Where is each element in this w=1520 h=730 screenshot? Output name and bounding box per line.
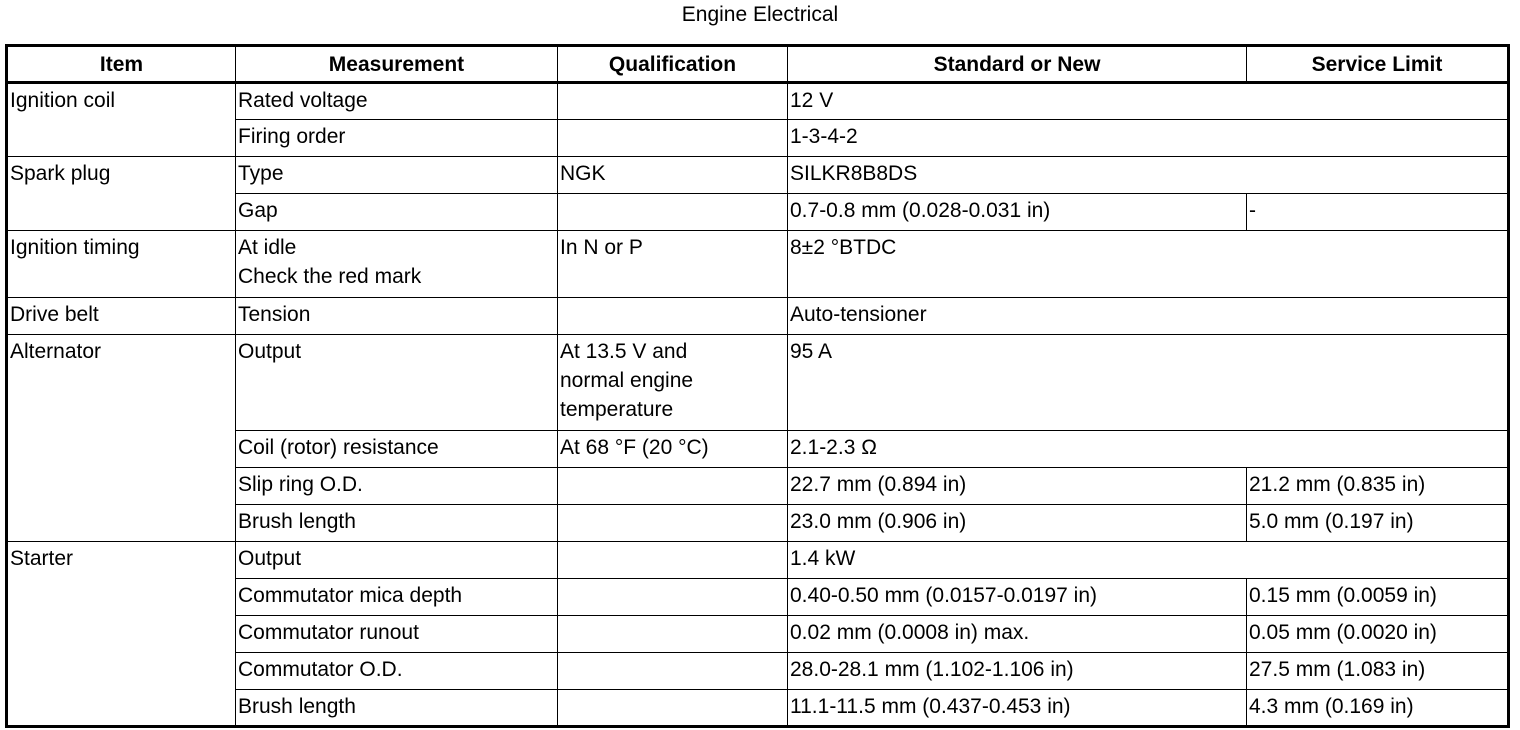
qualification-cell: At 13.5 V and normal engine temperature	[558, 335, 788, 431]
qualification-cell	[558, 298, 788, 335]
header-standard: Standard or New	[788, 46, 1247, 83]
service-limit-cell: -	[1247, 194, 1509, 231]
header-service-limit: Service Limit	[1247, 46, 1509, 83]
measurement-cell: Commutator mica depth	[236, 579, 558, 616]
standard-cell: 23.0 mm (0.906 in)	[788, 505, 1247, 542]
standard-cell: 0.40-0.50 mm (0.0157-0.0197 in)	[788, 579, 1247, 616]
qualification-cell: At 68 °F (20 °C)	[558, 431, 788, 468]
standard-cell: 1-3-4-2	[788, 120, 1509, 157]
table-row	[7, 231, 1509, 298]
measurement-cell: At idle Check the red mark	[236, 231, 558, 298]
measurement-cell: Coil (rotor) resistance	[236, 431, 558, 468]
service-limit-cell: 0.05 mm (0.0020 in)	[1247, 616, 1509, 653]
spec-table	[5, 44, 1510, 728]
qualification-cell	[558, 653, 788, 690]
standard-cell: 28.0-28.1 mm (1.102-1.106 in)	[788, 653, 1247, 690]
item-cell: Ignition coil	[7, 83, 236, 157]
qualification-cell	[558, 120, 788, 157]
standard-cell: SILKR8B8DS	[788, 157, 1509, 194]
measurement-cell: Commutator O.D.	[236, 653, 558, 690]
standard-cell: 0.02 mm (0.0008 in) max.	[788, 616, 1247, 653]
qualification-cell	[558, 505, 788, 542]
measurement-cell: Commutator runout	[236, 616, 558, 653]
table-row	[7, 83, 1509, 120]
standard-cell: 0.7-0.8 mm (0.028-0.031 in)	[788, 194, 1247, 231]
qualification-cell	[558, 616, 788, 653]
item-cell: Spark plug	[7, 157, 236, 231]
standard-cell: 12 V	[788, 83, 1509, 120]
service-limit-cell: 27.5 mm (1.083 in)	[1247, 653, 1509, 690]
item-cell: Alternator	[7, 335, 236, 542]
table-row	[7, 298, 1509, 335]
standard-cell: 22.7 mm (0.894 in)	[788, 468, 1247, 505]
qualification-cell	[558, 468, 788, 505]
qualification-cell: In N or P	[558, 231, 788, 298]
table-row	[7, 157, 1509, 194]
standard-cell: 95 A	[788, 335, 1509, 431]
measurement-cell: Brush length	[236, 505, 558, 542]
measurement-cell: Output	[236, 542, 558, 579]
measurement-cell: Output	[236, 335, 558, 431]
measurement-cell: Tension	[236, 298, 558, 335]
page-title: Engine Electrical	[681, 3, 839, 26]
item-cell: Starter	[7, 542, 236, 727]
table-row	[7, 542, 1509, 579]
item-cell: Drive belt	[7, 298, 236, 335]
header-item: Item	[7, 46, 236, 83]
measurement-cell: Brush length	[236, 690, 558, 727]
service-limit-cell: 21.2 mm (0.835 in)	[1247, 468, 1509, 505]
service-limit-cell: 5.0 mm (0.197 in)	[1247, 505, 1509, 542]
qualification-cell	[558, 542, 788, 579]
qualification-cell: NGK	[558, 157, 788, 194]
header-measurement: Measurement	[236, 46, 558, 83]
qualification-cell	[558, 83, 788, 120]
standard-cell: Auto-tensioner	[788, 298, 1509, 335]
measurement-cell: Gap	[236, 194, 558, 231]
measurement-cell: Rated voltage	[236, 83, 558, 120]
service-limit-cell: 4.3 mm (0.169 in)	[1247, 690, 1509, 727]
service-limit-cell: 0.15 mm (0.0059 in)	[1247, 579, 1509, 616]
qualification-cell	[558, 690, 788, 727]
qualification-cell	[558, 194, 788, 231]
standard-cell: 2.1-2.3 Ω	[788, 431, 1509, 468]
header-qualification: Qualification	[558, 46, 788, 83]
qualification-cell	[558, 579, 788, 616]
standard-cell: 1.4 kW	[788, 542, 1509, 579]
standard-cell: 11.1-11.5 mm (0.437-0.453 in)	[788, 690, 1247, 727]
measurement-cell: Type	[236, 157, 558, 194]
item-cell: Ignition timing	[7, 231, 236, 298]
standard-cell: 8±2 °BTDC	[788, 231, 1509, 298]
table-row	[7, 335, 1509, 431]
measurement-cell: Firing order	[236, 120, 558, 157]
measurement-cell: Slip ring O.D.	[236, 468, 558, 505]
header-row	[7, 46, 1509, 83]
